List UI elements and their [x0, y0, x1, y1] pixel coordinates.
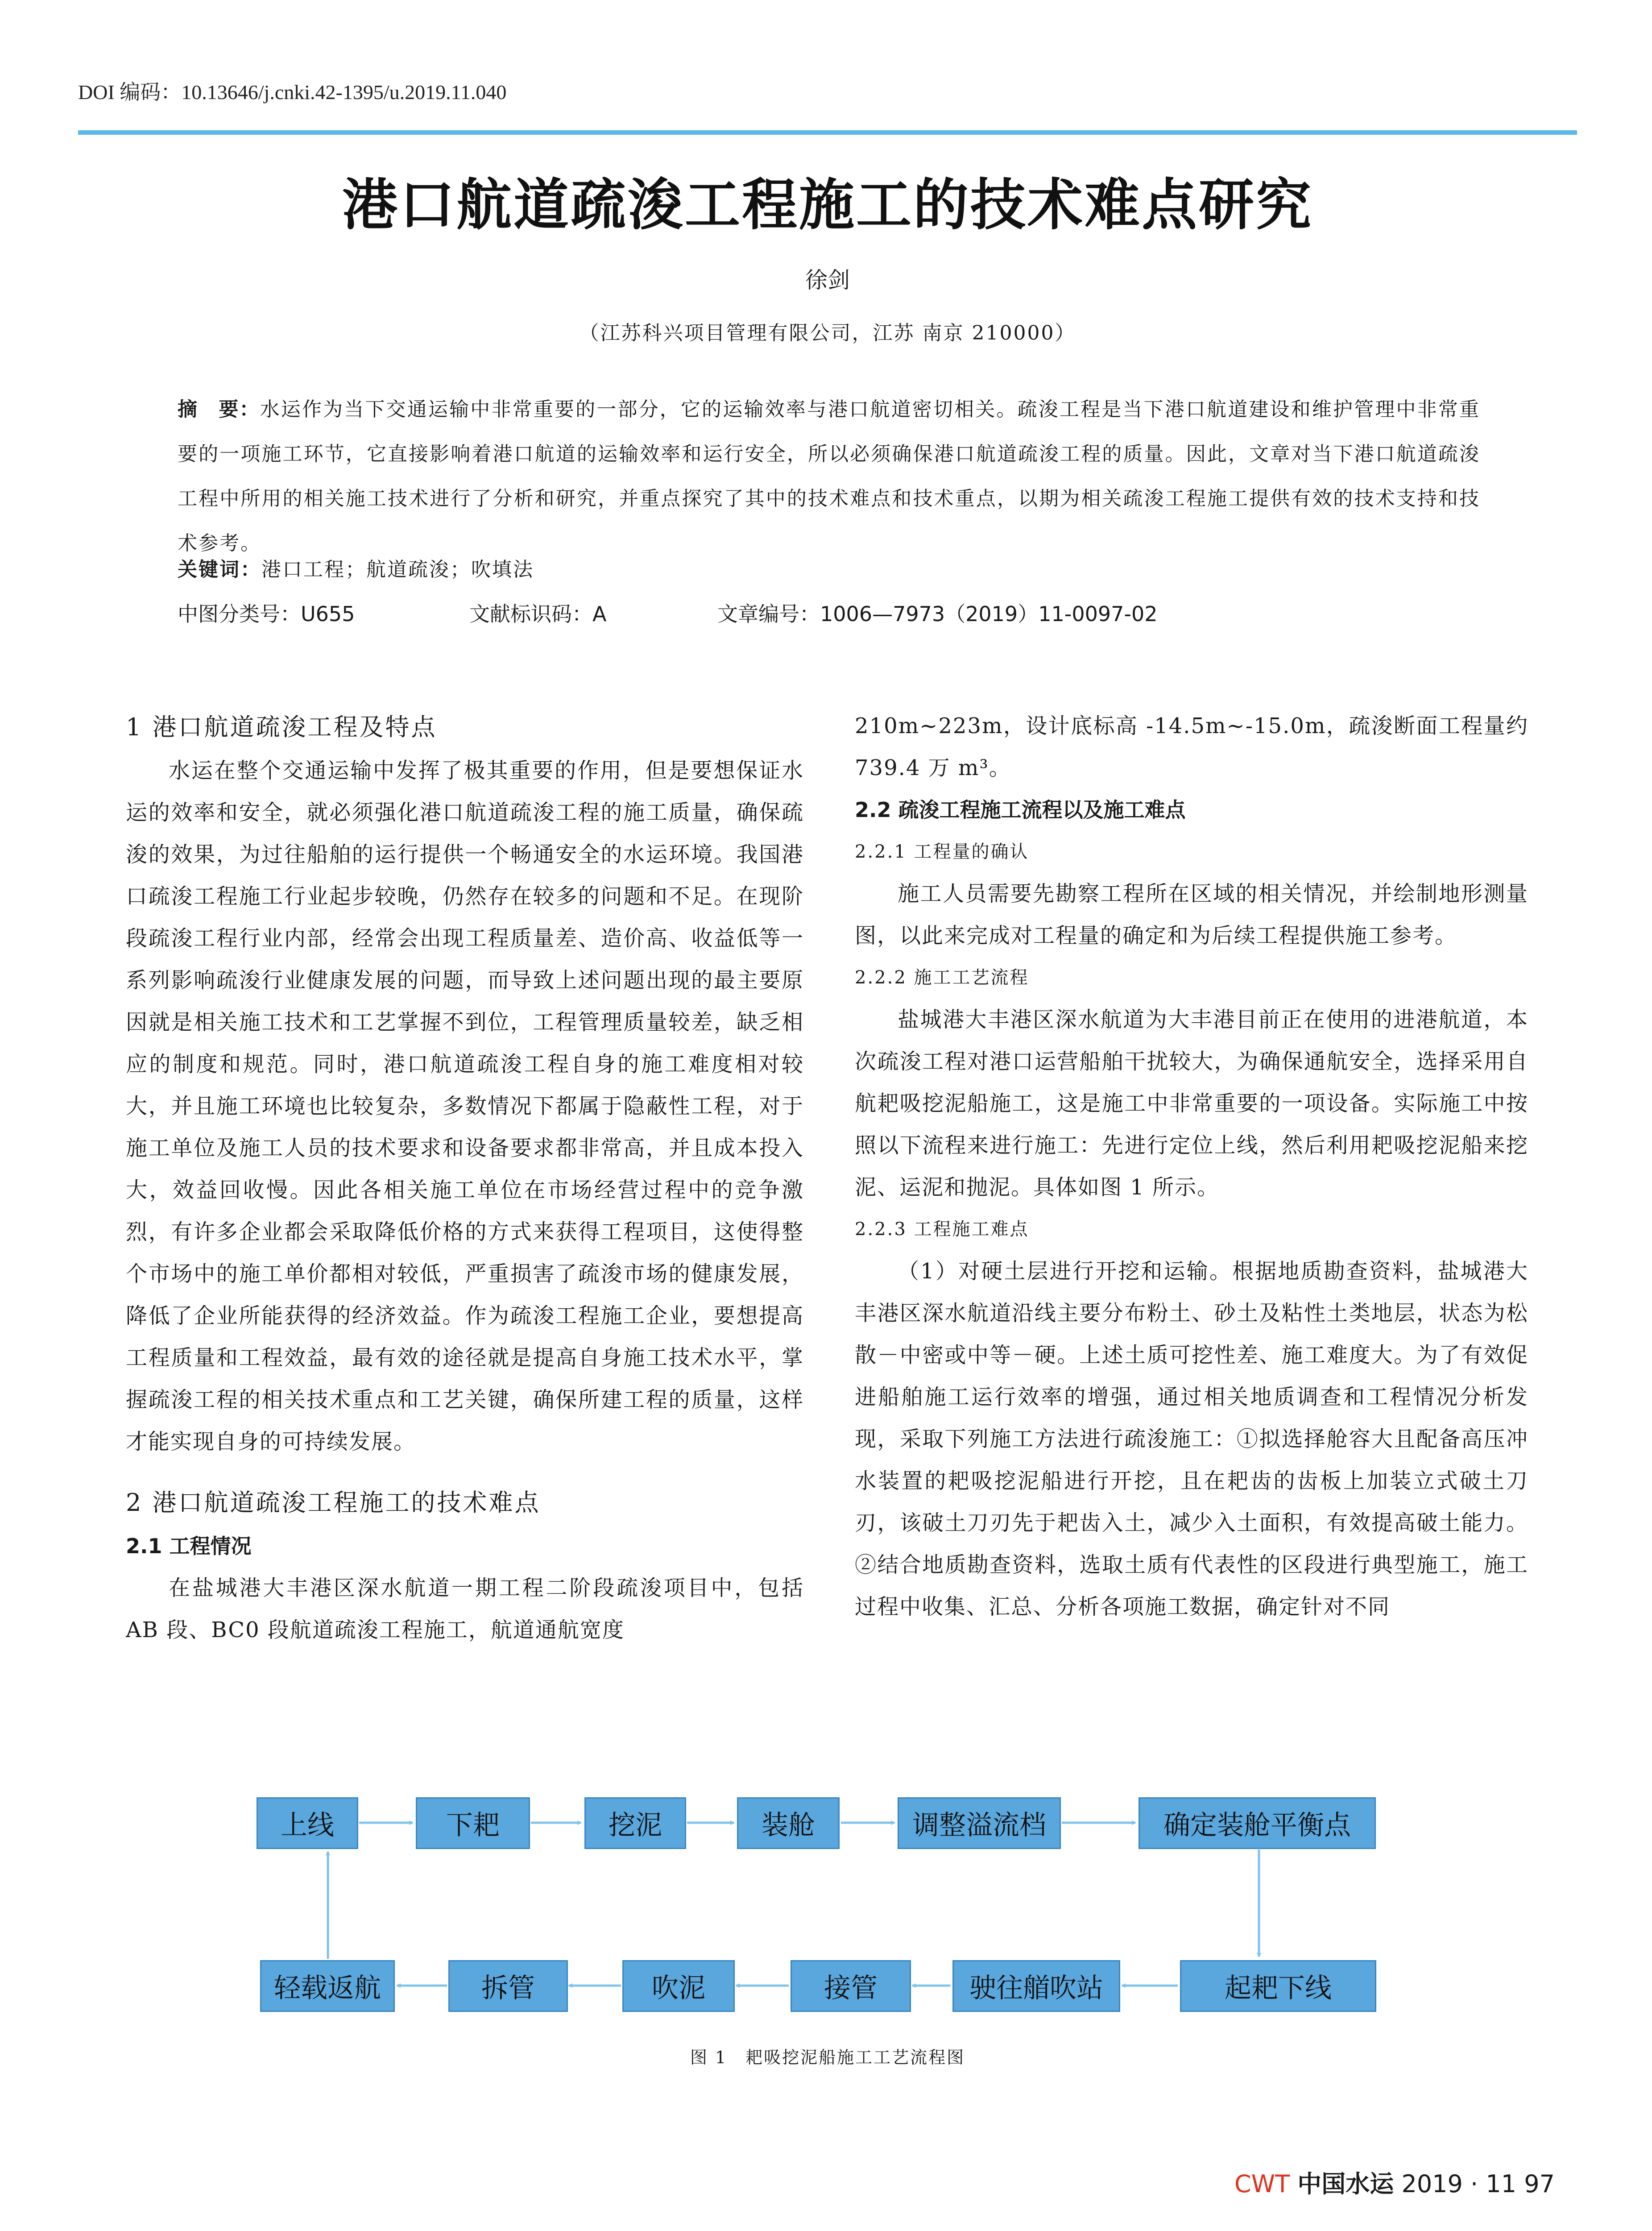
- article-number: 文章编号：1006—7973（2019）11-0097-02: [717, 602, 1158, 626]
- document-code: 文献标识码：A: [469, 602, 607, 626]
- figure-caption: 图 1 耙吸挖泥船施工工艺流程图: [690, 2048, 965, 2067]
- class-number: 中图分类号：U655: [178, 602, 355, 626]
- section-2-heading: 2 港口航道疏浚工程施工的技术难点: [126, 1489, 541, 1517]
- page-number: 97: [1524, 2170, 1555, 2198]
- section-2-2-1-paragraph: 施工人员需要先勘察工程所在区域的相关情况，并绘制地形测量图，以此来完成对工程量的确定和为后续工程提供施工参考。: [855, 881, 1528, 948]
- abstract-label: 摘 要：: [178, 398, 260, 421]
- magazine-name: 中国水运: [1297, 2169, 1394, 2198]
- cwt-logo: CWT: [1234, 2170, 1290, 2198]
- flow-step-shiwang: 驶往艏吹站: [952, 1960, 1120, 2012]
- flow-step-chaiguan: 拆管: [448, 1960, 568, 2012]
- header-rule: [78, 130, 1577, 135]
- section-2-2-3-paragraph: （1）对硬土层进行开挖和运输。根据地质勘查资料，盐城港大丰港区深水航道沿线主要分布粉土、砂土及粘性土类地层，状态为松散－中密或中等－硬。上述土质可挖性差、施工难度大。为了有效促进船舶施工运行效率的增强，通过相关地质调查和工程情况分析发现，采取下列施工方法进行疏浚施工：①拟选择舱容大且配备高压冲水装置的耙吸挖泥船进行开挖，且在耙齿的齿板上加装立式破土刀刃，该破土刀刃先于耙齿入土，减少入土面积，有效提高破土能力。②结合地质勘查资料，选取土质有代表性的区段进行典型施工，施工过程中收集、汇总、分析各项施工数据，确定针对不同: [855, 1259, 1528, 1619]
- abstract: [178, 387, 1480, 566]
- flow-step-qingzai: 轻载返航: [260, 1960, 395, 2012]
- keywords-text: 港口工程；航道疏浚；吹填法: [261, 558, 534, 581]
- section-2-2-2-heading: 2.2.2 施工工艺流程: [855, 967, 1029, 988]
- author: 徐剑: [805, 267, 850, 293]
- section-2-2-2-paragraph: 盐城港大丰港区深水航道为大丰港目前正在使用的进港航道，本次疏浚工程对港口运营船舶干扰较大，为确保通航安全，选择采用自航耙吸挖泥船施工，这是施工中非常重要的一项设备。实际施工中按照以下流程来进行施工：先进行定位上线，然后利用耙吸挖泥船来挖泥、运泥和抛泥。具体如图 1 所示。: [855, 1007, 1528, 1200]
- flow-step-tiaozheng: 调整溢流档: [898, 1797, 1061, 1849]
- flow-step-wani: 挖泥: [584, 1797, 686, 1849]
- section-2-2-1-heading: 2.2.1 工程量的确认: [855, 842, 1029, 862]
- page-footer: [1234, 2165, 1555, 2199]
- flow-step-xiaba: 下耙: [416, 1797, 530, 1849]
- section-2-2-3-heading: 2.2.3 工程施工难点: [855, 1219, 1029, 1240]
- flow-step-zhuangcang: 装舱: [737, 1797, 840, 1849]
- abstract-text: 水运作为当下交通运输中非常重要的一部分，它的运输效率与港口航道密切相关。疏浚工程是当下港口航道建设和维护管理中非常重要的一项施工环节，它直接影响着港口航道的运输效率和运行安全，所以必须确保港口航道疏浚工程的质量。因此，文章对当下港口航道疏浚工程中所用的相关施工技术进行了分析和研究，并重点探究了其中的技术难点和技术重点，以期为相关疏浚工程施工提供有效的技术支持和技术参考。: [178, 398, 1480, 555]
- flow-step-chuini: 吹泥: [622, 1960, 735, 2012]
- keywords: [178, 553, 534, 582]
- section-1-heading: 1 港口航道疏浚工程及特点: [126, 713, 437, 741]
- flow-step-queding: 确定装舱平衡点: [1139, 1797, 1376, 1849]
- section-2-2-heading: 2.2 疏浚工程施工流程以及施工难点: [855, 798, 1186, 822]
- keywords-label: 关键词：: [178, 558, 261, 581]
- right-column: [855, 705, 1528, 1628]
- left-column: [126, 705, 804, 1651]
- flow-step-qipa: 起耙下线: [1180, 1960, 1376, 2012]
- doi-code: DOI 编码：10.13646/j.cnki.42-1395/u.2019.11.040: [78, 81, 507, 104]
- section-2-1-heading: 2.1 工程情况: [126, 1534, 252, 1558]
- flow-step-shangxian: 上线: [257, 1797, 358, 1849]
- section-1-paragraph: 水运在整个交通运输中发挥了极其重要的作用，但是要想保证水运的效率和安全，就必须强化港口航道疏浚工程的施工质量，确保疏浚的效果，为过往船舶的运行提供一个畅通安全的水运环境。我国港口疏浚工程施工行业起步较晚，仍然存在较多的问题和不足。在现阶段疏浚工程行业内部，经常会出现工程质量差、造价高、收益低等一系列影响疏浚行业健康发展的问题，而导致上述问题出现的最主要原因就是相关施工技术和工艺掌握不到位，工程管理质量较差，缺乏相应的制度和规范。同时，港口航道疏浚工程自身的施工难度相对较大，并且施工环境也比较复杂，多数情况下都属于隐蔽性工程，对于施工单位及施工人员的技术要求和设备要求都非常高，并且成本投入大，效益回收慢。因此各相关施工单位在市场经营过程中的竞争激烈，有许多企业都会采取降低价格的方式来获得工程项目，这使得整个市场中的施工单价都相对较低，严重损害了疏浚市场的健康发展，降低了企业所能获得的经济效益。作为疏浚工程施工企业，要想提高工程质量和工程效益，最有效的途径就是提高自身施工技术水平，掌握疏浚工程的相关技术重点和工艺关键，确保所建工程的质量，这样才能实现自身的可持续发展。: [126, 758, 804, 1454]
- article-title: 港口航道疏浚工程施工的技术难点研究: [342, 173, 1313, 237]
- issue: 2019 · 11: [1401, 2170, 1517, 2198]
- section-2-1-paragraph: 在盐城港大丰港区深水航道一期工程二阶段疏浚项目中，包括 AB 段、BC0 段航道疏浚工程施工，航道通航宽度: [126, 1576, 804, 1642]
- affiliation: （江苏科兴项目管理有限公司，江苏 南京 210000）: [579, 322, 1076, 344]
- continued-paragraph: 210m~223m，设计底标高 -14.5m~-15.0m，疏浚断面工程量约 739.4 万 m³。: [855, 713, 1528, 780]
- flow-step-jieguan: 接管: [791, 1960, 911, 2012]
